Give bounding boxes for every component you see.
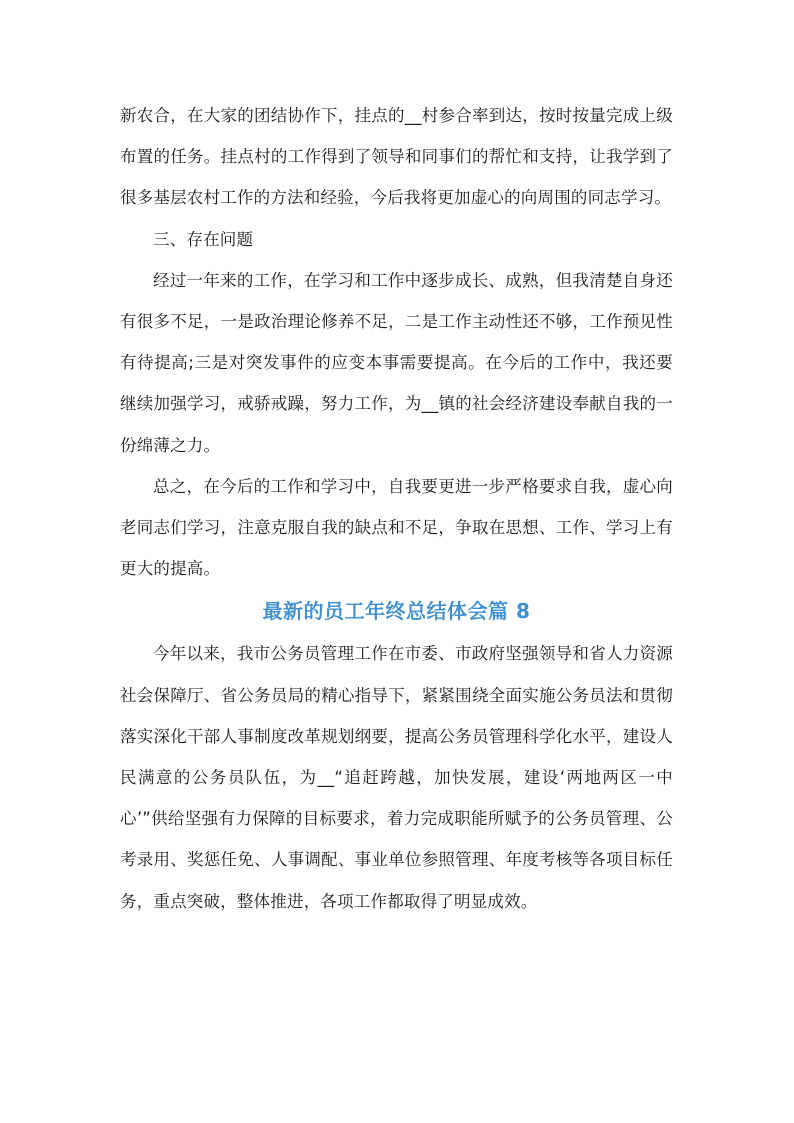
paragraph-section-8-intro: 今年以来，我市公务员管理工作在市委、市政府坚强领导和省人力资源社会保障厅、省公务员局的精心指导下，紧紧围绕全面实施公务员法和贯彻落实深化干部人事制度改革规划纲要，提高公务员管理科学化水平，建设人民满意的公务员队伍，为__“追赶跨越，加快发展，建设‘两地两区一中心’”供给坚强有力保障的目标要求，着力完成职能所赋予的公务员管理、公考录用、奖惩任免、人事调配、事业单位参照管理、年度考核等各项目标任务，重点突破，整体推进，各项工作都取得了明显成效。 [120,644,673,911]
section-subheading-problems: 三、存在问题 [153,229,254,249]
paragraph-conclusion: 总之，在今后的工作和学习中，自我要更进一步严格要求自我，虚心向老同志们学习，注意克服自我的缺点和不足，争取在思想、工作、学习上有更大的提高。 [120,476,673,579]
document-page [120,95,673,922]
paragraph-problems: 经过一年来的工作，在学习和工作中逐步成长、成熟，但我清楚自身还有很多不足，一是政治理论修养不足，二是工作主动性还不够，工作预见性有待提高;三是对突发事件的应变本事需要提高。在今后的工作中，我还要继续加强学习，戒骄戒躁，努力工作，为__镇的社会经济建设奉献自我的一份绵薄之力。 [120,270,673,455]
paragraph-continuation: 新农合，在大家的团结协作下，挂点的__村参合率到达，按时按量完成上级布置的任务。挂点村的工作得到了领导和同事们的帮忙和支持，让我学到了很多基层农村工作的方法和经验，今后我将更加虚心的向周围的同志学习。 [120,106,673,208]
section-heading: 最新的员工年终总结体会篇 8 [262,599,531,624]
